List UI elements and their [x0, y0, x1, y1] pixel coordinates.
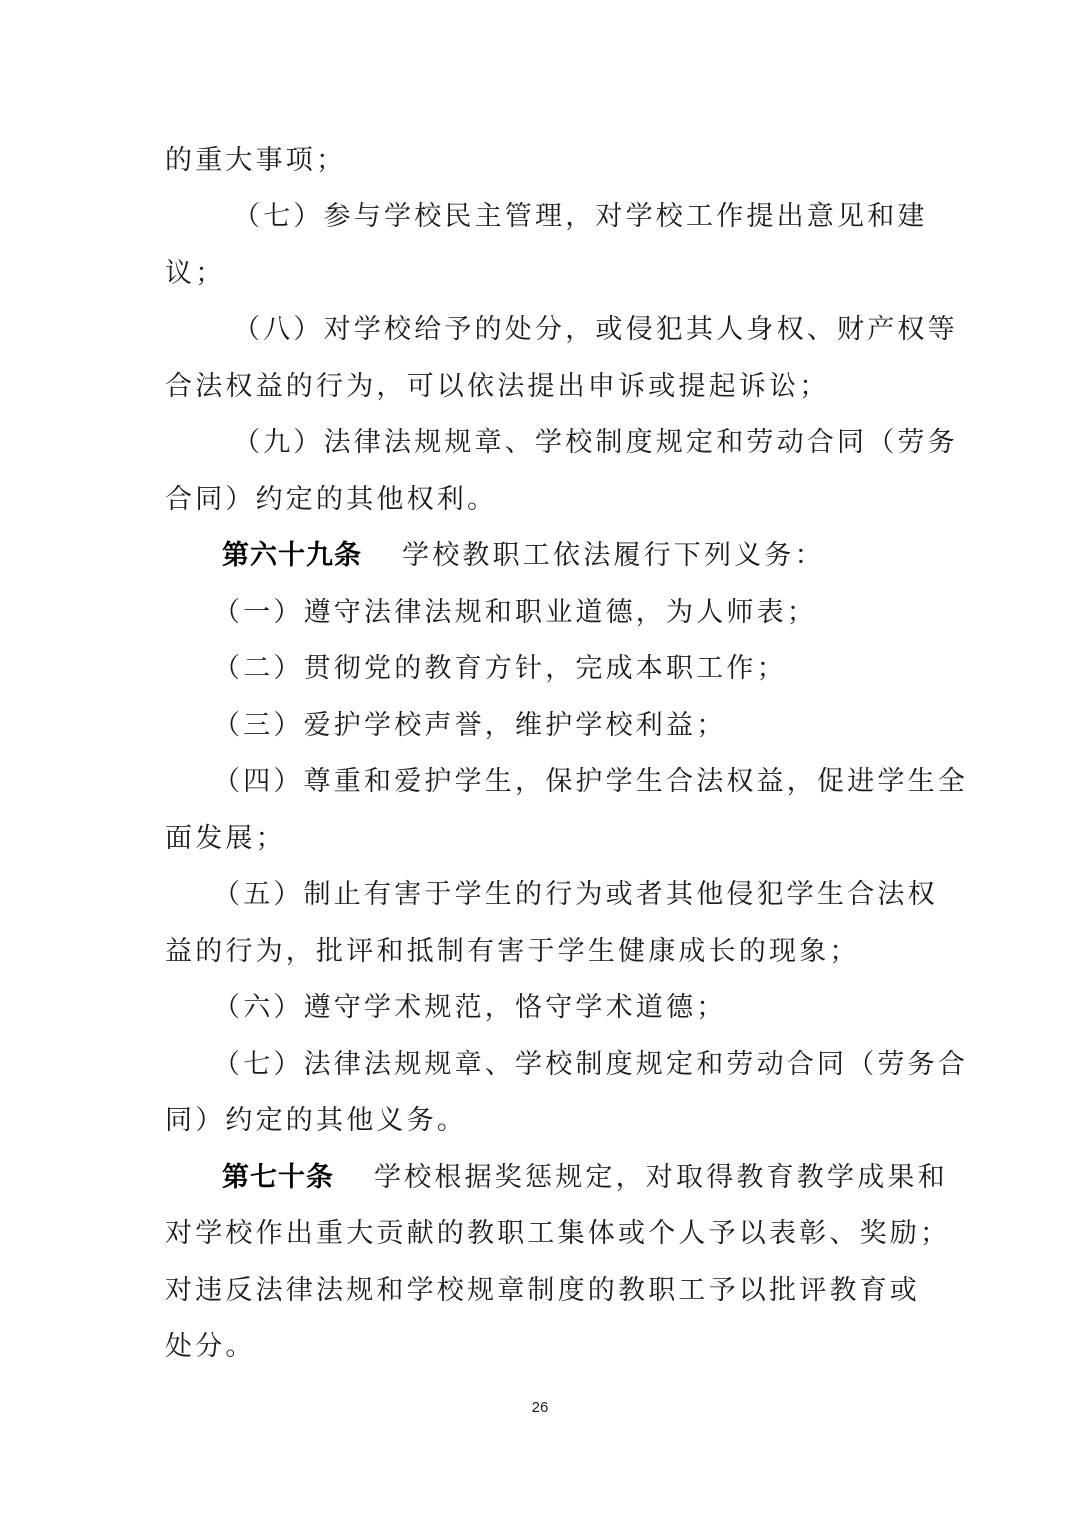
text-line: （九）法律法规规章、学校制度规定和劳动合同（劳务	[233, 427, 958, 458]
article-69-item-continuation: 益的行为，批评和抵制有害于学生健康成长的现象；	[165, 936, 860, 967]
page-number: 26	[531, 1399, 549, 1416]
article-69-item: （五）制止有害于学生的行为或者其他侵犯学生合法权	[213, 879, 938, 910]
article-69-item: （一）遵守法律法规和职业道德，为人师表；	[213, 597, 817, 628]
text-line: 议；	[165, 258, 226, 289]
article-69-title: 第六十九条	[222, 540, 362, 571]
article-69-item: （四）尊重和爱护学生，保护学生合法权益，促进学生全	[213, 766, 968, 797]
article-69-item: （三）爱护学校声誉，维护学校利益；	[213, 710, 727, 741]
article-69-item-continuation: 面发展；	[165, 823, 286, 854]
text-line: （八）对学校给予的处分，或侵犯其人身权、财产权等	[233, 314, 958, 345]
text-line: 合同）约定的其他权利。	[165, 484, 498, 515]
text-line: （七）参与学校民主管理，对学校工作提出意见和建	[233, 201, 928, 232]
article-69-item-continuation: 同）约定的其他义务。	[165, 1105, 467, 1136]
article-69-text: 学校教职工依法履行下列义务：	[402, 540, 825, 571]
article-70-continuation: 对违反法律法规和学校规章制度的教职工予以批评教育或	[165, 1275, 920, 1306]
article-70-heading	[222, 1164, 948, 1191]
article-69-item: （二）贯彻党的教育方针，完成本职工作；	[213, 653, 787, 684]
article-70-continuation: 处分。	[165, 1331, 256, 1362]
text-line: 的重大事项；	[165, 145, 347, 176]
article-70-text: 学校根据奖惩规定，对取得教育教学成果和	[374, 1162, 948, 1193]
article-69-item: （六）遵守学术规范，恪守学术道德；	[213, 992, 727, 1023]
text-line: 合法权益的行为，可以依法提出申诉或提起诉讼；	[165, 371, 830, 402]
article-70-continuation: 对学校作出重大贡献的教职工集体或个人予以表彰、奖励；	[165, 1218, 951, 1249]
article-69-heading	[222, 542, 825, 569]
article-69-item: （七）法律法规规章、学校制度规定和劳动合同（劳务合	[213, 1049, 968, 1080]
article-70-title: 第七十条	[222, 1162, 334, 1193]
